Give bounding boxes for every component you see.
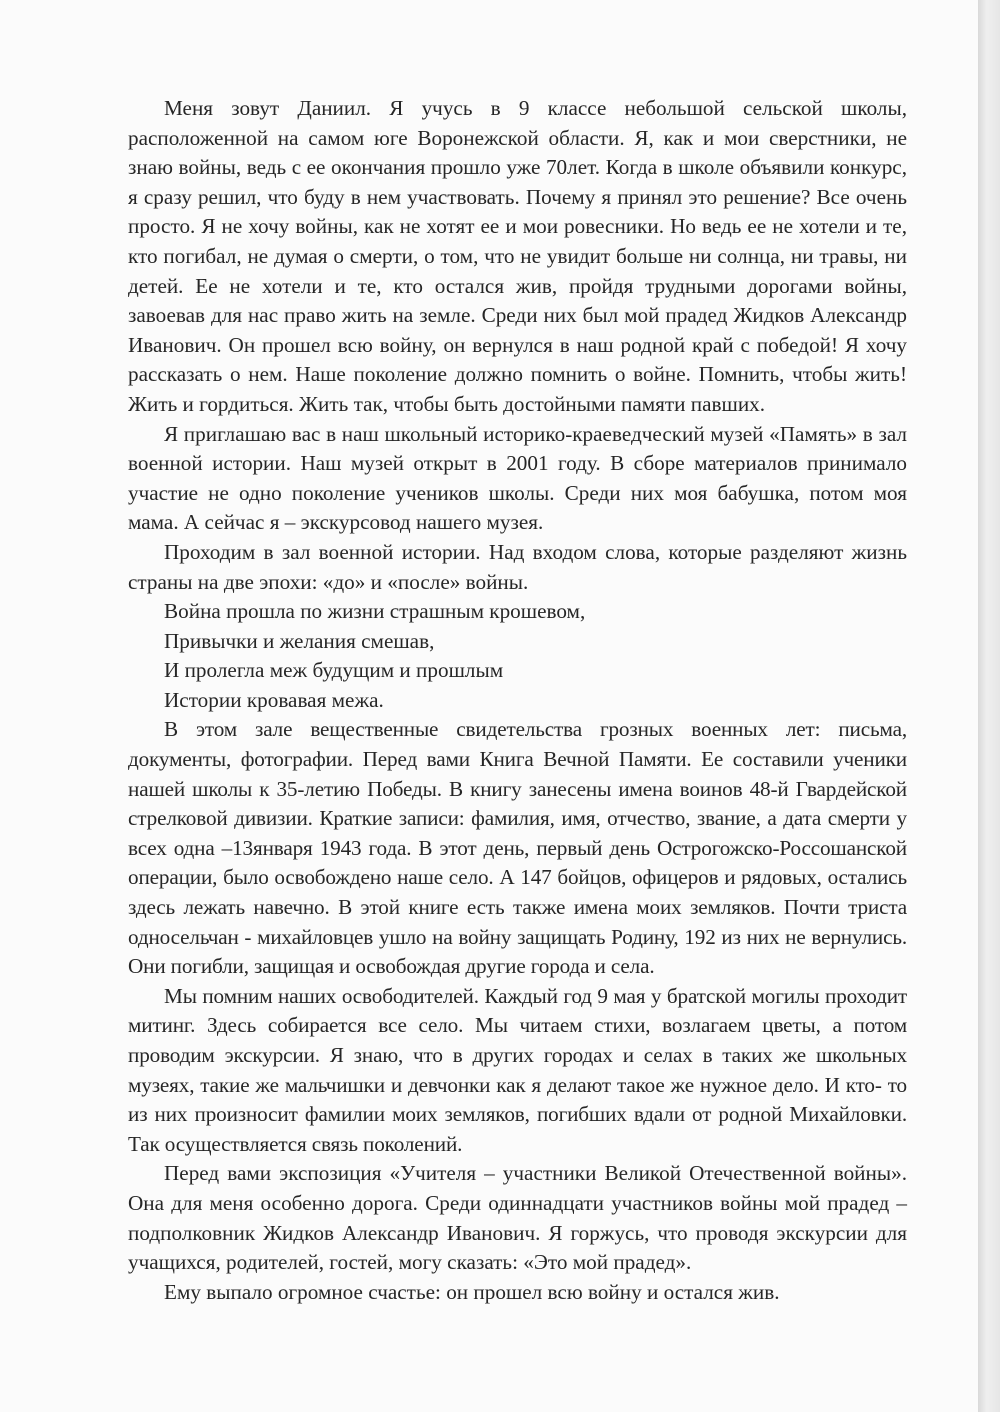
- paragraph-intro: Меня зовут Даниил. Я учусь в 9 классе небольшой сельской школы, расположенной на самом юге Воронежской области. Я, как и мои сверстники, не знаю войны, ведь с ее окончания прошло уже 70лет. Когда в школе объявили конкурс, я сразу решил, что буду в нем участвовать. Почему я принял это решение? Все очень просто. Я не хочу войны, как не хотят ее и мои ровесники. Но ведь ее не хотели и те, кто погибал, не думая о смерти, о том, что не увидит больше ни солнца, ни травы, ни детей. Ее не хотели и те, кто остался жив, пройдя трудными дорогами войны, завоевав для нас право жить на земле. Среди них был мой прадед Жидков Александр Иванович. Он прошел всю войну, он вернулся в наш родной край с победой! Я хочу рассказать о нем. Наше поколение должно помнить о войне. Помнить, чтобы жить! Жить и гордиться. Жить так, чтобы быть достойными памяти павших.: [128, 96, 907, 416]
- page-edge-shadow: [978, 0, 1000, 1412]
- paragraph-closing: Ему выпало огромное счастье: он прошел всю войну и остался жив.: [164, 1279, 780, 1304]
- paragraph-book-of-memory: В этом зале вещественные свидетельства грозных военных лет: письма, документы, фотографии. Перед вами Книга Вечной Памяти. Ее составили ученики нашей школы к 35-летию Победы. В книгу занесены имена воинов 48-й Гвардейской стрелковой дивизии. Краткие записи: фамилия, имя, отчество, звание, а дата смерти у всех одна –13января 1943 года. В этот день, первый день Острогожско-Россошанской операции, было освобождено наше село. А 147 бойцов, офицеров и рядовых, остались здесь лежать навечно. В этой книге есть также имена моих земляков. Почти триста односельчан - михайловцев ушло на войну защищать Родину, 192 из них не вернулись. Они погибли, защищая и освобождая другие города и села.: [128, 717, 907, 979]
- paragraph-military-hall: Проходим в зал военной истории. Над входом слова, которые разделяют жизнь страны на две эпохи: «до» и «после» войны.: [128, 539, 907, 594]
- poem-line: Привычки и желания смешав,: [164, 628, 435, 653]
- paragraph-teachers-exposition: Перед вами экспозиция «Учителя – участники Великой Отечественной войны». Она для меня особенно дорога. Среди одиннадцати участников войны мой прадед – подполковник Жидков Александр Иванович. Я горжусь, что проводя экскурсии для учащихся, родителей, гостей, могу сказать: «Это мой прадед».: [128, 1161, 907, 1275]
- paragraph-museum-invitation: Я приглашаю вас в наш школьный историко-краеведческий музей «Память» в зал военной истории. Наш музей открыт в 2001 году. В сборе материалов принимало участие не одно поколение учеников школы. Среди них моя бабушка, потом моя мама. А сейчас я – экскурсовод нашего музея.: [128, 421, 907, 535]
- document-body: [128, 94, 907, 1307]
- poem-line: Война прошла по жизни страшным крошевом,: [164, 599, 586, 624]
- poem-line: Истории кровавая межа.: [164, 687, 384, 712]
- poem-quote: [128, 597, 907, 715]
- paragraph-liberators: Мы помним наших освободителей. Каждый год 9 мая у братской могилы проходит митинг. Здесь собирается все село. Мы читаем стихи, возлагаем цветы, а потом проводим экскурсии. Я знаю, что в других городах и селах в таких же школьных музеях, такие же мальчишки и девчонки как я делают такое же нужное дело. И кто- то из них произносит фамилии моих земляков, погибших вдали от родной Михайловки. Так осуществляется связь поколений.: [128, 983, 907, 1156]
- poem-line: И пролегла меж будущим и прошлым: [164, 658, 504, 683]
